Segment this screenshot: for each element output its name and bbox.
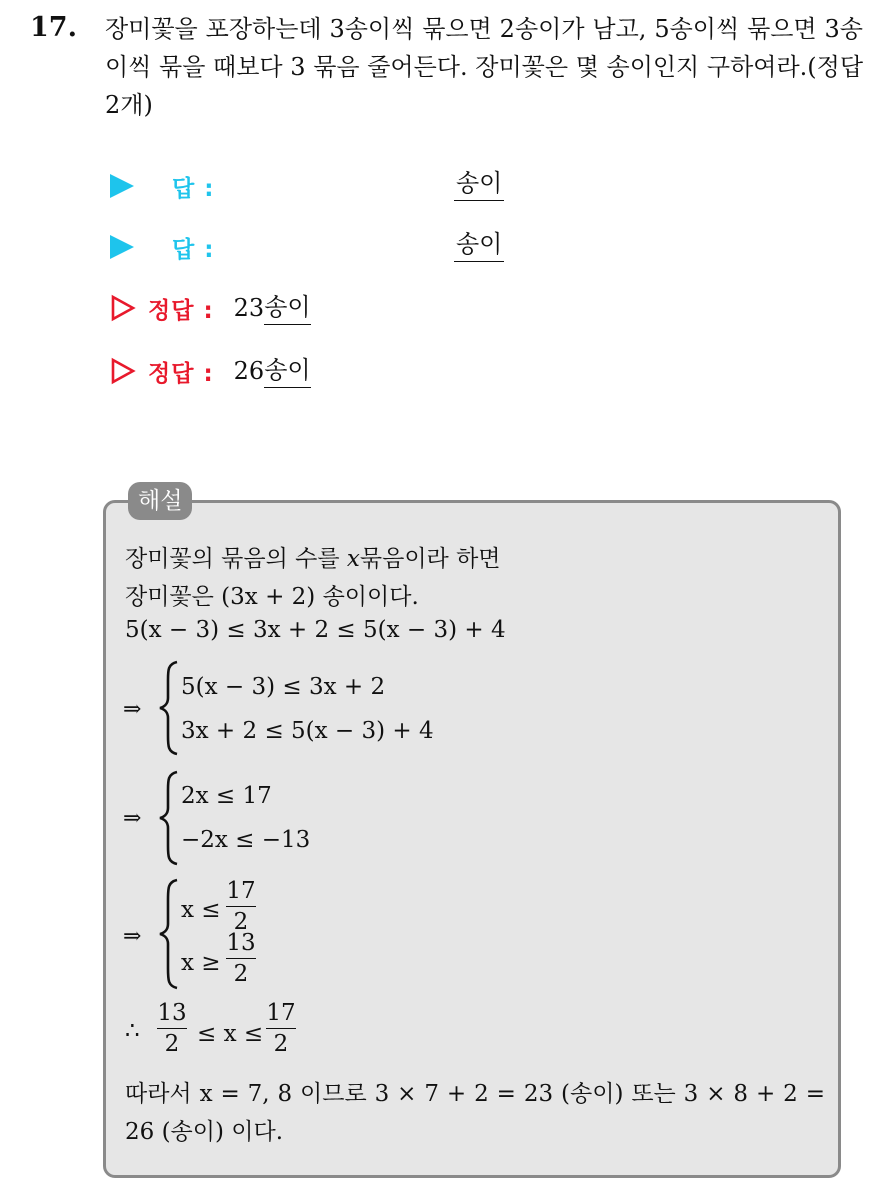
outline-triangle-icon <box>110 294 136 322</box>
correct-answer-unit: 송이 <box>264 292 310 325</box>
play-triangle-icon <box>110 174 134 198</box>
solution-line-3: 5(x − 3) ≤ 3x + 2 ≤ 5(x − 3) + 4 <box>125 617 506 643</box>
solution-text: 장미꽃의 묶음의 수를 <box>125 546 347 572</box>
range-middle: ≤ x ≤ <box>197 1021 264 1047</box>
solution-tab: 해설 <box>128 482 192 520</box>
fraction-numerator: 17 <box>266 1000 296 1026</box>
correct-answer-row-1 <box>110 288 311 328</box>
correct-answer-value: 26 <box>233 357 265 385</box>
correct-answer-unit: 송이 <box>264 355 310 388</box>
system2-ineq-1: 2x ≤ 17 <box>181 783 272 809</box>
answer-label: 답 : <box>172 175 215 202</box>
fraction-bar <box>157 1028 187 1029</box>
solution-text: 묶음이라 하면 <box>359 546 501 572</box>
fraction-bar <box>266 1028 296 1029</box>
answer-unit: 송이 <box>454 229 504 262</box>
left-brace-icon <box>158 770 180 866</box>
outline-triangle-icon <box>110 357 136 385</box>
system1-ineq-2: 3x + 2 ≤ 5(x − 3) + 4 <box>181 718 434 744</box>
implies-symbol: ⇒ <box>123 697 142 722</box>
fraction-13-over-2 <box>157 1000 187 1057</box>
correct-answer-row-2 <box>110 351 311 391</box>
solution-line-1 <box>125 540 501 573</box>
therefore-symbol: ∴ <box>125 1018 140 1044</box>
implies-symbol: ⇒ <box>123 806 142 831</box>
conclusion-line-2: 26 (송이) 이다. <box>125 1119 284 1145</box>
question-text: 장미꽃을 포장하는데 3송이씩 묶으면 2송이가 남고, 5송이씩 묶으면 3송이씩 묶을 때보다 3 묶음 줄어든다. 장미꽃은 몇 송이인지 구하여라.(정답 2개) <box>105 15 863 119</box>
system2-ineq-2: −2x ≤ −13 <box>181 827 311 853</box>
fraction-numerator: 13 <box>157 1000 187 1026</box>
system3-lhs-2: x ≥ <box>181 950 221 976</box>
answer-label: 답 : <box>172 236 215 263</box>
system1-ineq-1: 5(x − 3) ≤ 3x + 2 <box>181 674 386 700</box>
question-number: 17. <box>30 12 77 43</box>
correct-answer-label: 정답 : <box>148 297 214 324</box>
left-brace-icon <box>158 660 180 756</box>
system3-lhs-1: x ≤ <box>181 897 221 923</box>
fraction-bar <box>226 958 256 959</box>
conclusion-line-1: 따라서 x = 7, 8 이므로 3 × 7 + 2 = 23 (송이) 또는 3 × 8 + 2 = <box>125 1081 825 1107</box>
left-brace-icon <box>158 878 180 990</box>
fraction-denominator: 2 <box>233 909 249 935</box>
solution-line-2: 장미꽃은 (3x + 2) 송이이다. <box>125 584 419 610</box>
fraction-17-over-2 <box>266 1000 296 1057</box>
correct-answer-value: 23 <box>233 294 265 322</box>
fraction-13-over-2 <box>226 930 256 987</box>
answer-row-2 <box>110 227 214 267</box>
fraction-numerator: 13 <box>226 930 256 956</box>
fraction-denominator: 2 <box>233 961 249 987</box>
answer-row-1 <box>110 166 214 206</box>
answer-unit: 송이 <box>454 168 504 201</box>
correct-answer-label: 정답 : <box>148 360 214 387</box>
fraction-denominator: 2 <box>273 1031 289 1057</box>
fraction-17-over-2 <box>226 878 256 935</box>
play-triangle-icon <box>110 235 134 259</box>
fraction-denominator: 2 <box>164 1031 180 1057</box>
variable-x: x <box>346 546 360 572</box>
fraction-numerator: 17 <box>226 878 256 904</box>
implies-symbol: ⇒ <box>123 924 142 949</box>
fraction-bar <box>226 906 256 907</box>
